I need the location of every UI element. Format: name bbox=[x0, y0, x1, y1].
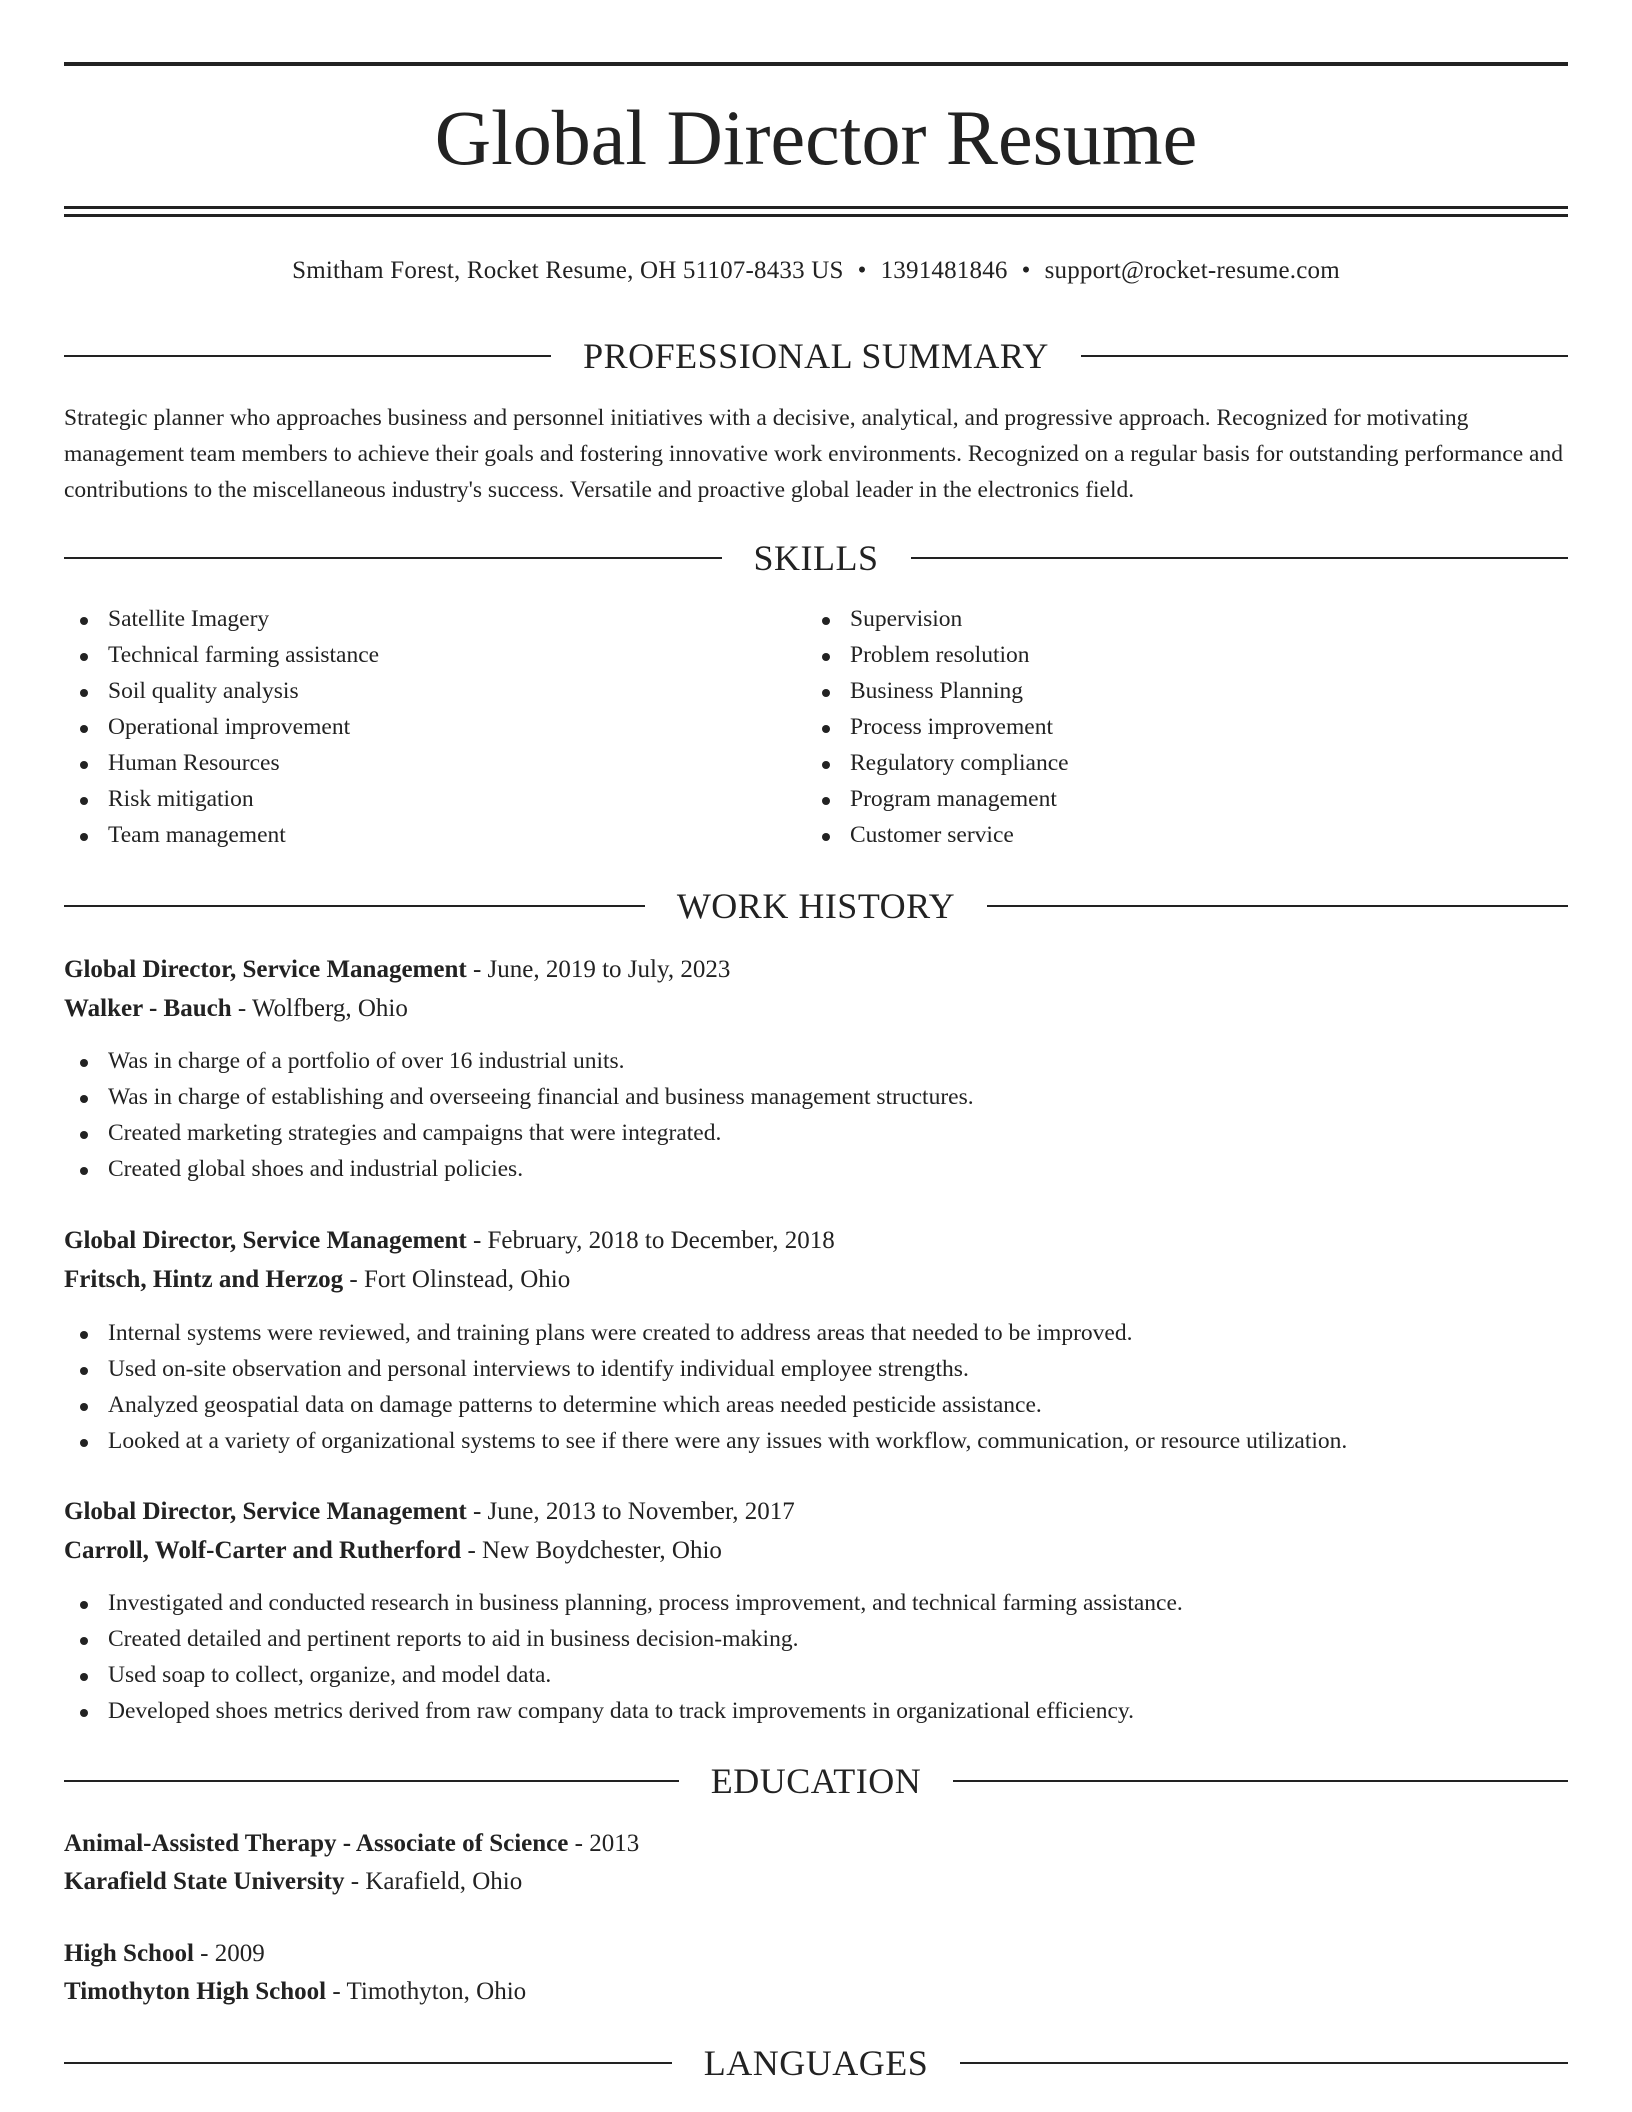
job-bullets bbox=[64, 1043, 974, 1187]
title-rule-upper bbox=[64, 206, 1568, 209]
job-bullet: Looked at a variety of organizational systems to see if there were any issues with workflow, communication, or resource utilization. bbox=[64, 1423, 1347, 1459]
job-bullet: Created detailed and pertinent reports to aid in business decision-making. bbox=[64, 1621, 1183, 1657]
section-rule bbox=[64, 355, 551, 357]
job-title-line bbox=[64, 1493, 795, 1531]
section-title: PROFESSIONAL SUMMARY bbox=[583, 336, 1049, 376]
section-rule bbox=[64, 905, 645, 907]
contact-separator: • bbox=[857, 257, 867, 284]
job-bullet: Internal systems were reviewed, and training plans were created to address areas that needed to be improved. bbox=[64, 1315, 1347, 1351]
education-year: - 2009 bbox=[193, 1940, 265, 1967]
title-rule-lower bbox=[64, 214, 1568, 217]
job-bullet: Used on-site observation and personal interviews to identify individual employee strengths. bbox=[64, 1351, 1347, 1387]
job-bullet: Was in charge of establishing and overseeing financial and business management structures. bbox=[64, 1079, 974, 1115]
skill-item: Risk mitigation bbox=[64, 781, 379, 817]
job-company-line bbox=[64, 1532, 722, 1570]
job-bullet: Developed shoes metrics derived from raw company data to track improvements in organizational efficiency. bbox=[64, 1693, 1183, 1729]
skills-list-right bbox=[806, 601, 1069, 853]
job-title: Global Director, Service Management bbox=[64, 1498, 467, 1525]
skill-item: Team management bbox=[64, 817, 379, 853]
job-title: Global Director, Service Management bbox=[64, 956, 467, 983]
section-title: EDUCATION bbox=[710, 1761, 922, 1801]
skill-item: Regulatory compliance bbox=[806, 745, 1069, 781]
job-company: Fritsch, Hintz and Herzog bbox=[64, 1266, 344, 1293]
job-company-line bbox=[64, 1261, 570, 1299]
education-degree-line bbox=[64, 1825, 639, 1863]
section-header-skills bbox=[64, 536, 1568, 580]
job-bullet: Created marketing strategies and campaigns that were integrated. bbox=[64, 1115, 974, 1151]
section-header-languages bbox=[64, 2041, 1568, 2085]
skill-item: Supervision bbox=[806, 601, 1069, 637]
education-school: Karafield State University bbox=[64, 1868, 345, 1895]
contact-line bbox=[64, 254, 1568, 288]
section-title: WORK HISTORY bbox=[676, 886, 956, 926]
job-title-line bbox=[64, 1222, 835, 1260]
job-company: Carroll, Wolf-Carter and Rutherford bbox=[64, 1537, 462, 1564]
section-rule bbox=[64, 2062, 672, 2064]
job-bullet: Created global shoes and industrial policies. bbox=[64, 1151, 974, 1187]
job-dates: - February, 2018 to December, 2018 bbox=[466, 1227, 835, 1254]
contact-email[interactable]: support@rocket-resume.com bbox=[1044, 257, 1340, 284]
skill-item: Program management bbox=[806, 781, 1069, 817]
section-rule bbox=[1081, 355, 1568, 357]
job-location: - Wolfberg, Ohio bbox=[231, 995, 408, 1022]
job-dates: - June, 2019 to July, 2023 bbox=[466, 956, 731, 983]
education-degree: High School bbox=[64, 1940, 194, 1967]
contact-separator: • bbox=[1021, 257, 1031, 284]
job-bullet: Used soap to collect, organize, and model data. bbox=[64, 1657, 1183, 1693]
education-location: - Karafield, Ohio bbox=[344, 1868, 523, 1895]
skill-item: Human Resources bbox=[64, 745, 379, 781]
job-bullet: Analyzed geospatial data on damage patterns to determine which areas needed pesticide assistance. bbox=[64, 1387, 1347, 1423]
education-location: - Timothyton, Ohio bbox=[326, 1978, 527, 2005]
education-school: Timothyton High School bbox=[64, 1978, 327, 2005]
education-degree-line bbox=[64, 1935, 265, 1973]
job-dates: - June, 2013 to November, 2017 bbox=[466, 1498, 795, 1525]
education-degree: Animal-Assisted Therapy - Associate of Science bbox=[64, 1830, 569, 1857]
section-rule bbox=[987, 905, 1568, 907]
section-rule bbox=[64, 557, 722, 559]
job-company: Walker - Bauch bbox=[64, 995, 232, 1022]
job-location: - Fort Olinstead, Ohio bbox=[343, 1266, 571, 1293]
summary-text: Strategic planner who approaches business and personnel initiatives with a decisive, analytical, and progressive approach. Recognized for motivating management team members to achieve their goals and fostering innovative work environments. Recognized on a regular basis for outstanding performance and contributions to the miscellaneous industry's success. Versatile and proactive global leader in the electronics field. bbox=[64, 405, 1563, 503]
education-school-line bbox=[64, 1863, 522, 1901]
skill-item: Operational improvement bbox=[64, 709, 379, 745]
section-rule bbox=[911, 557, 1569, 559]
contact-address: Smitham Forest, Rocket Resume, OH 51107-8433 US bbox=[292, 257, 844, 284]
section-header-education bbox=[64, 1759, 1568, 1803]
resume-title: Global Director Resume bbox=[434, 94, 1198, 181]
section-title: LANGUAGES bbox=[703, 2043, 929, 2083]
job-bullets bbox=[64, 1585, 1183, 1729]
job-bullet: Was in charge of a portfolio of over 16 industrial units. bbox=[64, 1043, 974, 1079]
skill-item: Customer service bbox=[806, 817, 1069, 853]
job-location: - New Boydchester, Ohio bbox=[461, 1537, 722, 1564]
skill-item: Business Planning bbox=[806, 673, 1069, 709]
job-title-line bbox=[64, 951, 730, 989]
section-header-work bbox=[64, 884, 1568, 928]
section-header-summary bbox=[64, 334, 1568, 378]
skill-item: Problem resolution bbox=[806, 637, 1069, 673]
section-rule bbox=[960, 2062, 1568, 2064]
skill-item: Technical farming assistance bbox=[64, 637, 379, 673]
section-title: SKILLS bbox=[753, 538, 879, 578]
job-company-line bbox=[64, 990, 408, 1028]
skills-list-left bbox=[64, 601, 379, 853]
job-bullet: Investigated and conducted research in business planning, process improvement, and technical farming assistance. bbox=[64, 1585, 1183, 1621]
contact-phone: 1391481846 bbox=[880, 257, 1008, 284]
skill-item: Process improvement bbox=[806, 709, 1069, 745]
section-rule bbox=[953, 1780, 1568, 1782]
education-school-line bbox=[64, 1973, 526, 2011]
section-rule bbox=[64, 1780, 679, 1782]
skill-item: Soil quality analysis bbox=[64, 673, 379, 709]
education-year: - 2013 bbox=[568, 1830, 640, 1857]
top-rule bbox=[64, 62, 1568, 66]
job-title: Global Director, Service Management bbox=[64, 1227, 467, 1254]
job-bullets bbox=[64, 1315, 1347, 1459]
skill-item: Satellite Imagery bbox=[64, 601, 379, 637]
